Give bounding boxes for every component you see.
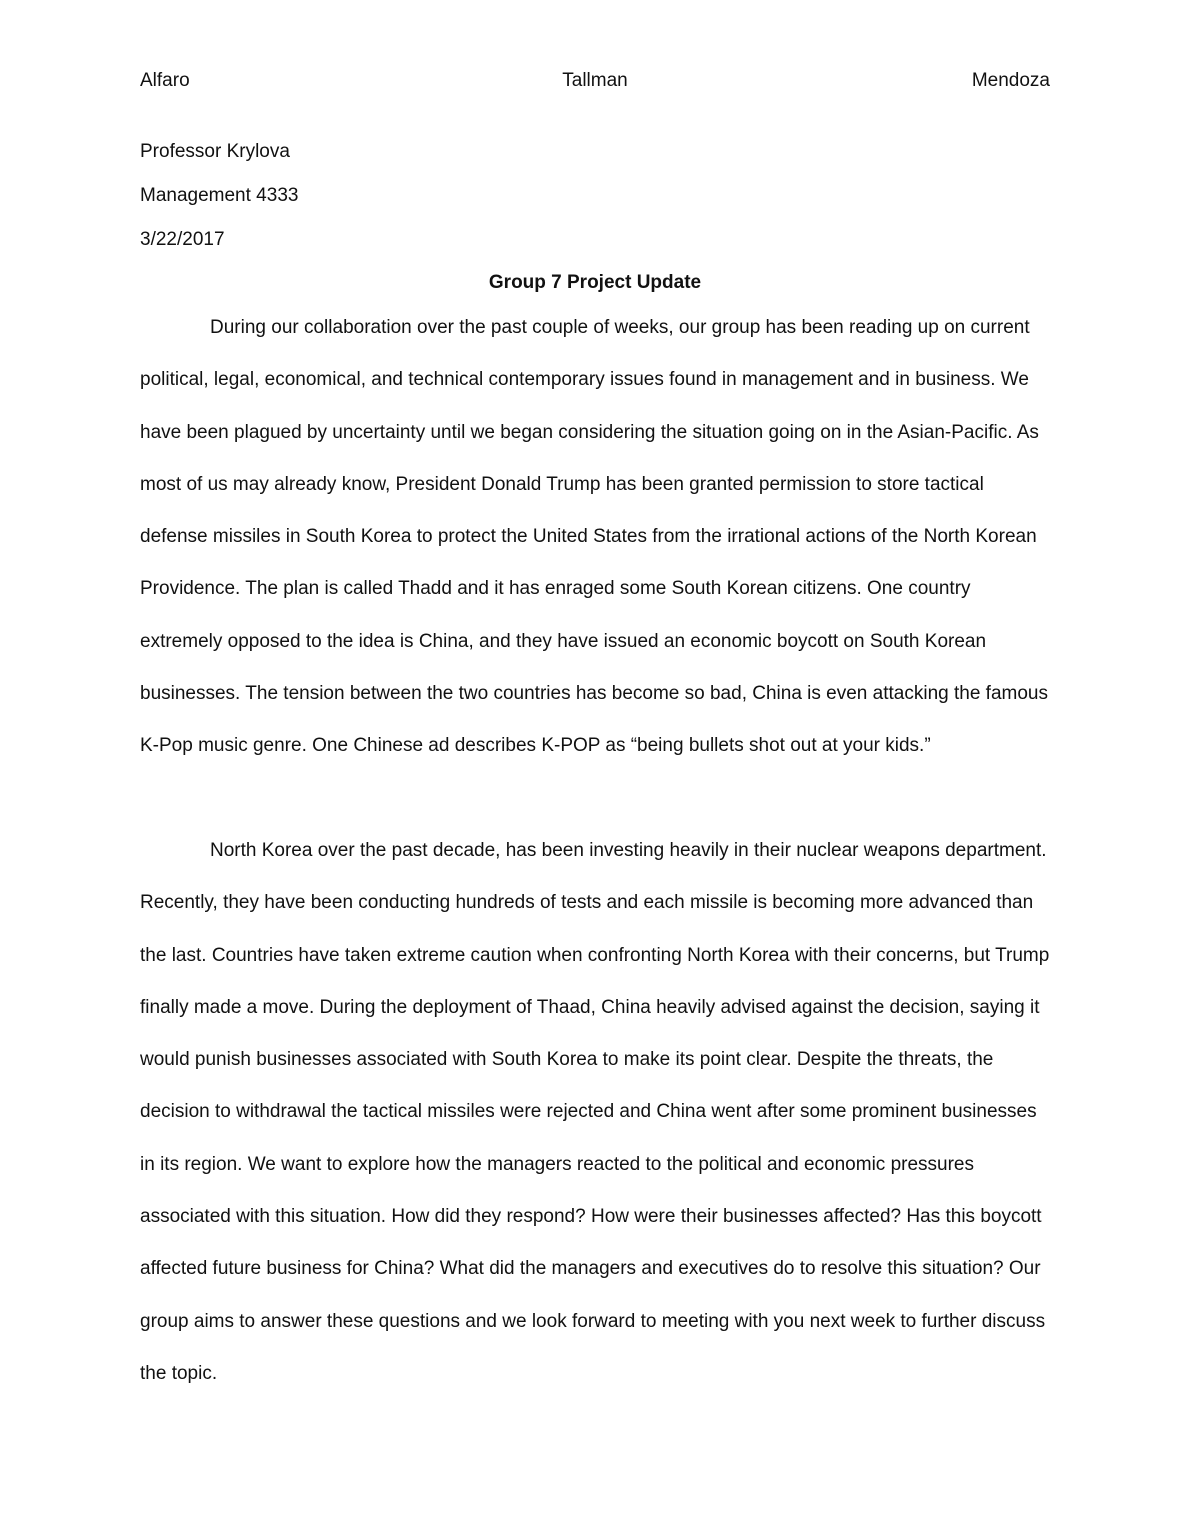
course-line: Management 4333 (140, 185, 299, 206)
body-paragraph-2: North Korea over the past decade, has been investing heavily in their nuclear weapons department. Recently, they have been conducting hundreds of tests and each missile is becoming more advanced than the last. Countries have taken extreme caution when confronting North Korea with their concerns, but Trump finally made a move. During the deployment of Thaad, China heavily advised against the decision, saying it would punish businesses associated with South Korea to make its point clear. Despite the threats, the decision to withdrawal the tactical missiles were rejected and China went after some prominent businesses in its region. We want to explore how the managers reacted to the political and economic pressures associated with this situation. How did they respond? How were their businesses affected? Has this boycott affected future business for China? What did the managers and executives do to resolve this situation? Our group aims to answer these questions and we look forward to meeting with you next week to further discuss the topic. (140, 840, 1050, 1384)
date-line: 3/22/2017 (140, 229, 225, 250)
professor-line: Professor Krylova (140, 141, 290, 162)
author-name-left: Alfaro (140, 70, 190, 91)
document-title: Group 7 Project Update (488, 272, 702, 293)
author-name-right: Mendoza (971, 70, 1050, 91)
author-name-center: Tallman (562, 70, 628, 91)
body-paragraph-1: During our collaboration over the past couple of weeks, our group has been reading up on current political, legal, economical, and technical contemporary issues found in management and in business. We have been plagued by uncertainty until we began considering the situation going on in the Asian-Pacific. As most of us may already know, President Donald Trump has been granted permission to store tactical defense missiles in South Korea to protect the United States from the irrational actions of the North Korean Providence. The plan is called Thadd and it has enraged some South Korean citizens. One country extremely opposed to the idea is China, and they have issued an economic boycott on South Korean businesses. The tension between the two countries has become so bad, China is even attacking the famous K-Pop music genre. One Chinese ad describes K-POP as “being bullets shot out at your kids.” (140, 317, 1048, 757)
author-names-row (140, 70, 1050, 96)
